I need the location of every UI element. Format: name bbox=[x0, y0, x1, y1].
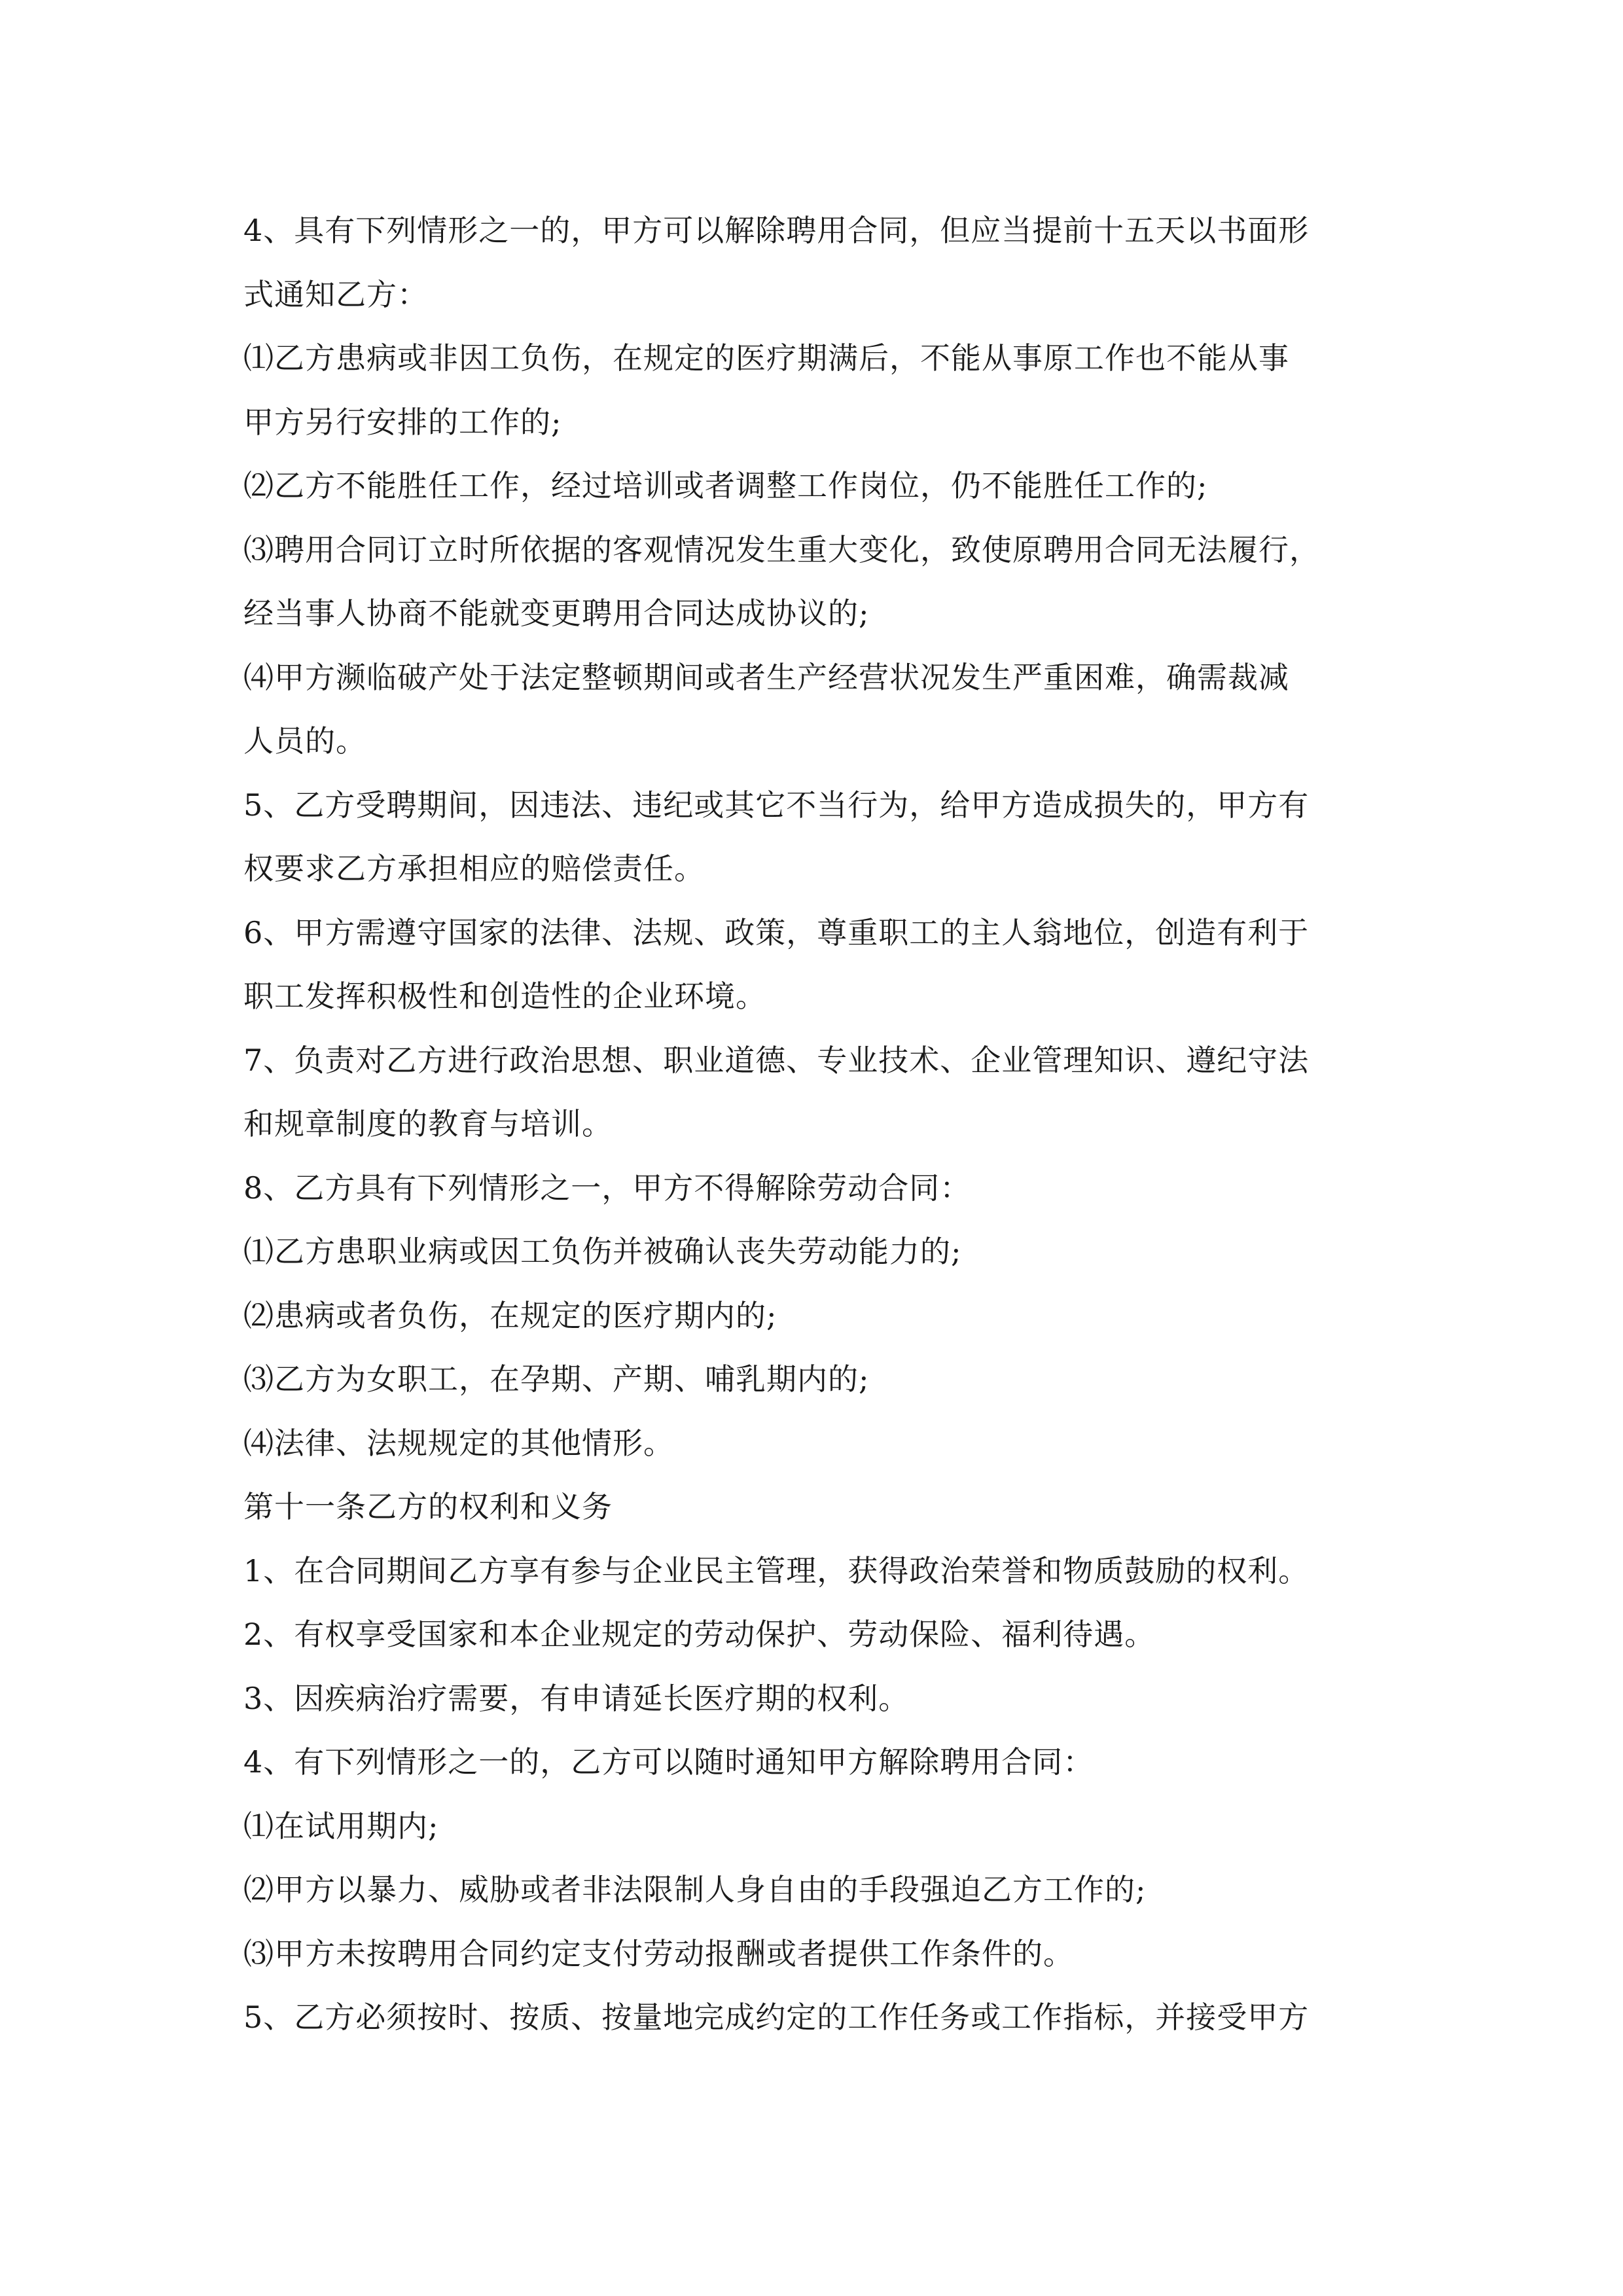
text-line: ⑶乙方为女职工，在孕期、产期、哺乳期内的; bbox=[243, 1361, 870, 1397]
text-line: 6、甲方需遵守国家的法律、法规、政策，尊重职工的主人翁地位，创造有利于 bbox=[243, 914, 1310, 950]
text-line: ⑶聘用合同订立时所依据的客观情况发生重大变化，致使原聘用合同无法履行， bbox=[243, 531, 1320, 567]
text-line: ⑵乙方不能胜任工作，经过培训或者调整工作岗位，仍不能胜任工作的; bbox=[243, 468, 1208, 503]
text-line: ⑴在试用期内; bbox=[243, 1808, 439, 1844]
text-line: 职工发挥积极性和创造性的企业环境。 bbox=[243, 978, 766, 1014]
text-line: 7、负责对乙方进行政治思想、职业道德、专业技术、企业管理知识、遵纪守法 bbox=[243, 1042, 1310, 1078]
text-line: 5、乙方必须按时、按质、按量地完成约定的工作任务或工作指标，并接受甲方 bbox=[243, 2000, 1310, 2035]
text-line: 经当事人协商不能就变更聘用合同达成协议的; bbox=[243, 596, 870, 631]
text-line: 人员的。 bbox=[243, 723, 366, 759]
text-line: 8、乙方具有下列情形之一，甲方不得解除劳动合同： bbox=[243, 1170, 971, 1206]
text-line: ⑶甲方未按聘用合同约定支付劳动报酬或者提供工作条件的。 bbox=[243, 1935, 1074, 1971]
text-line: ⑵患病或者负伤，在规定的医疗期内的; bbox=[243, 1297, 777, 1333]
text-line: ⑴乙方患病或非因工负伤，在规定的医疗期满后，不能从事原工作也不能从事 bbox=[243, 340, 1289, 376]
text-line: 1、在合同期间乙方享有参与企业民主管理，获得政治荣誉和物质鼓励的权利。 bbox=[243, 1552, 1310, 1588]
text-line: ⑷甲方濒临破产处于法定整顿期间或者生产经营状况发生严重困难，确需裁减 bbox=[243, 659, 1289, 695]
text-line: 权要求乙方承担相应的赔偿责任。 bbox=[243, 851, 705, 886]
text-line: 甲方另行安排的工作的; bbox=[243, 404, 562, 440]
text-line: 2、有权享受国家和本企业规定的劳动保护、劳动保险、福利待遇。 bbox=[243, 1617, 1156, 1652]
document-body bbox=[243, 199, 1382, 2050]
section-heading: 第十一条乙方的权利和义务 bbox=[243, 1489, 613, 1524]
text-line: 4、有下列情形之一的，乙方可以随时通知甲方解除聘用合同： bbox=[243, 1744, 1094, 1780]
text-line: 和规章制度的教育与培训。 bbox=[243, 1106, 613, 1141]
text-line: 式通知乙方： bbox=[243, 276, 428, 312]
text-line: 5、乙方受聘期间，因违法、违纪或其它不当行为，给甲方造成损失的，甲方有 bbox=[243, 787, 1310, 823]
text-line: ⑷法律、法规规定的其他情形。 bbox=[243, 1425, 674, 1461]
text-line: 4、具有下列情形之一的，甲方可以解除聘用合同，但应当提前十五天以书面形 bbox=[243, 213, 1310, 248]
text-line: 3、因疾病治疗需要，有申请延长医疗期的权利。 bbox=[243, 1680, 910, 1716]
text-line: ⑴乙方患职业病或因工负伤并被确认丧失劳动能力的; bbox=[243, 1234, 962, 1269]
text-line: ⑵甲方以暴力、威胁或者非法限制人身自由的手段强迫乙方工作的; bbox=[243, 1872, 1147, 1907]
